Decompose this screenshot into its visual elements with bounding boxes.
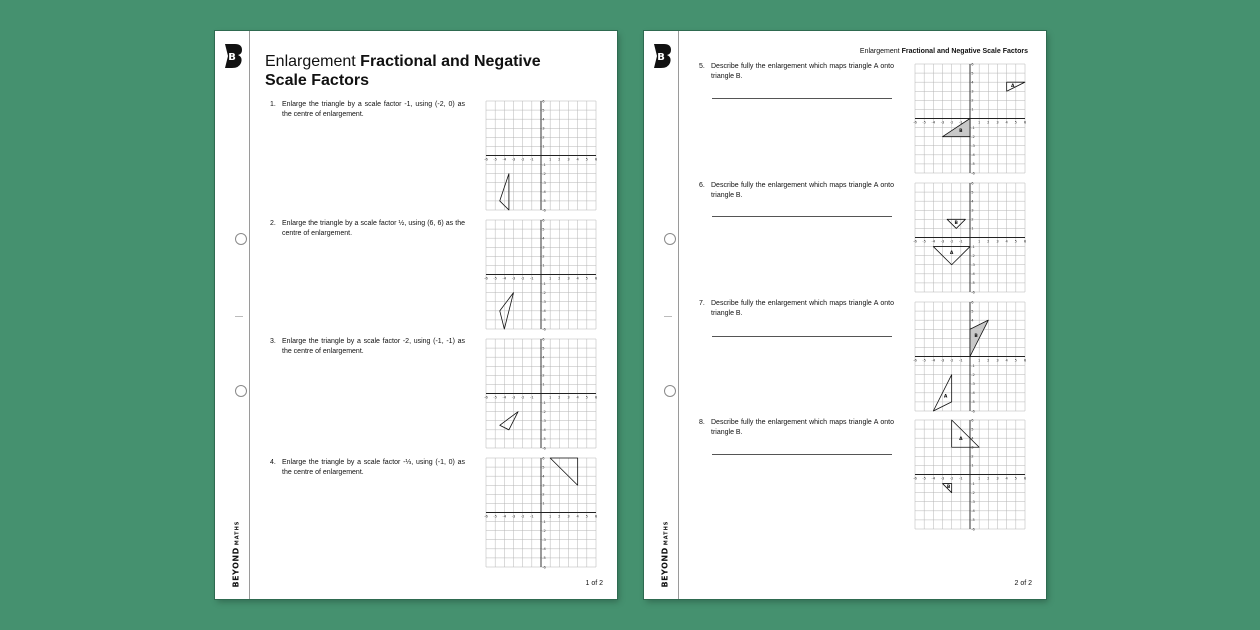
y-tick-label: -5 [542, 318, 546, 323]
y-tick-label: -6 [971, 409, 975, 414]
y-tick-label: -3 [971, 263, 975, 268]
triangle-label: A [1011, 83, 1015, 89]
question-7: 7. Describe fully the enlargement which maps triangle A onto triangle B. [699, 300, 894, 317]
x-tick-label: -4 [502, 157, 507, 162]
x-tick-label: 2 [987, 120, 990, 125]
y-tick-label: 1 [971, 463, 974, 468]
x-tick-label: 5 [1014, 239, 1017, 244]
x-tick-label: -3 [511, 395, 516, 400]
y-tick-label: 4 [971, 436, 974, 441]
x-tick-label: 5 [1014, 476, 1017, 481]
x-tick-label: 4 [576, 514, 579, 519]
x-tick-label: -5 [493, 276, 497, 281]
x-tick-label: -5 [922, 239, 926, 244]
svg-text:B: B [228, 52, 236, 63]
y-tick-label: -1 [542, 400, 546, 405]
x-tick-label: 5 [585, 514, 588, 519]
y-tick-label: -3 [971, 500, 975, 505]
x-tick-label: -4 [931, 120, 936, 125]
svg-text:B: B [657, 52, 665, 63]
y-tick-label: 5 [971, 71, 974, 76]
brand-wordmark: BEYONDMATHS [660, 520, 670, 588]
y-tick-label: 5 [542, 108, 545, 113]
y-tick-label: -2 [971, 134, 975, 139]
y-tick-label: -4 [971, 153, 975, 158]
y-tick-label: -1 [971, 363, 975, 368]
x-tick-label: -3 [511, 157, 516, 162]
y-tick-label: 4 [542, 117, 545, 122]
y-tick-label: 2 [542, 492, 545, 497]
y-tick-label: -6 [542, 208, 546, 213]
y-tick-label: 4 [542, 236, 545, 241]
x-tick-label: 2 [558, 395, 561, 400]
page-title: Enlargement Fractional and Negative Scale Factors [265, 53, 541, 89]
x-tick-label: -2 [949, 476, 954, 481]
x-tick-label: -4 [931, 358, 936, 363]
x-tick-label: 2 [987, 239, 990, 244]
x-tick-label: -2 [520, 157, 525, 162]
y-tick-label: 6 [542, 99, 545, 104]
y-tick-label: -5 [971, 162, 975, 167]
y-tick-label: 6 [542, 337, 545, 342]
y-tick-label: -1 [542, 519, 546, 524]
y-tick-label: 6 [542, 218, 545, 223]
y-tick-label: 6 [971, 181, 974, 186]
y-tick-label: -1 [971, 125, 975, 130]
x-tick-label: -1 [530, 395, 534, 400]
x-tick-label: 3 [996, 476, 999, 481]
y-tick-label: 3 [542, 126, 545, 131]
binder-mark [664, 316, 672, 317]
page-header: Enlargement Fractional and Negative Scale Factors [859, 48, 1028, 55]
answer-line[interactable] [712, 216, 892, 217]
y-tick-label: -6 [542, 446, 546, 451]
y-tick-label: -3 [542, 181, 546, 186]
x-tick-label: 3 [996, 358, 999, 363]
x-tick-label: 1 [978, 476, 981, 481]
y-tick-label: 1 [542, 144, 545, 149]
y-tick-label: -6 [971, 171, 975, 176]
x-tick-label: -2 [520, 395, 525, 400]
x-tick-label: 6 [1023, 476, 1027, 481]
x-tick-label: -3 [940, 120, 945, 125]
x-tick-label: 3 [567, 276, 570, 281]
beyond-logo-icon [223, 43, 243, 69]
y-tick-label: -3 [542, 300, 546, 305]
y-tick-label: -1 [542, 281, 546, 286]
binder-hole [235, 385, 247, 397]
y-tick-label: -4 [542, 309, 546, 314]
binder-hole [235, 233, 247, 245]
x-tick-label: -5 [922, 120, 926, 125]
triangle-label: A [949, 251, 954, 257]
y-tick-label: -5 [542, 199, 546, 204]
y-tick-label: -2 [971, 490, 975, 495]
y-tick-label: 3 [542, 483, 545, 488]
y-tick-label: 2 [542, 373, 545, 378]
x-tick-label: 4 [1005, 476, 1008, 481]
x-tick-label: -3 [511, 276, 516, 281]
page-number: 1 of 2 [585, 580, 603, 587]
y-tick-label: 3 [971, 445, 974, 450]
y-tick-label: -3 [971, 144, 975, 149]
coordinate-grid-q5 [914, 63, 1026, 174]
question-8: 8. Describe fully the enlargement which maps triangle A onto triangle B. [699, 419, 894, 436]
binder-hole [664, 233, 676, 245]
x-tick-label: -5 [493, 395, 497, 400]
worksheet-page-2 [644, 31, 1046, 599]
x-tick-label: -2 [520, 276, 525, 281]
triangle-label: A [959, 436, 963, 442]
y-tick-label: 1 [542, 382, 545, 387]
y-tick-label: -3 [542, 419, 546, 424]
x-tick-label: 5 [1014, 358, 1017, 363]
worksheet-page-1 [215, 31, 617, 599]
x-tick-label: 2 [558, 514, 561, 519]
x-tick-label: 3 [567, 395, 570, 400]
x-tick-label: 4 [576, 395, 579, 400]
x-tick-label: 4 [1005, 358, 1008, 363]
y-tick-label: -6 [542, 327, 546, 332]
x-tick-label: 3 [567, 514, 570, 519]
question-1: 1. Enlarge the triangle by a scale factor -1, using (-2, 0) as the centre of enlargement. [270, 101, 465, 118]
x-tick-label: -4 [502, 276, 507, 281]
y-tick-label: -1 [542, 162, 546, 167]
triangle-label: B [946, 485, 951, 491]
y-tick-label: -4 [971, 272, 975, 277]
x-tick-label: -1 [959, 358, 963, 363]
y-tick-label: 4 [971, 80, 974, 85]
y-tick-label: 2 [971, 454, 974, 459]
triangle-label: B [959, 129, 963, 135]
x-tick-label: -5 [493, 514, 497, 519]
x-tick-label: 3 [567, 157, 570, 162]
x-tick-label: 2 [558, 276, 561, 281]
x-tick-label: 5 [585, 395, 588, 400]
answer-line[interactable] [712, 336, 892, 337]
x-tick-label: -5 [922, 358, 926, 363]
y-tick-label: -5 [971, 518, 975, 523]
y-tick-label: -4 [542, 428, 546, 433]
y-tick-label: -6 [971, 527, 975, 532]
y-tick-label: -5 [971, 281, 975, 286]
x-tick-label: -6 [484, 157, 488, 162]
y-tick-label: -5 [542, 556, 546, 561]
triangle-label: B [954, 220, 958, 226]
x-tick-label: -5 [922, 476, 926, 481]
y-tick-label: 5 [971, 427, 974, 432]
question-5: 5. Describe fully the enlargement which maps triangle A onto triangle B. [699, 63, 894, 80]
y-tick-label: -4 [542, 190, 546, 195]
y-tick-label: 2 [542, 135, 545, 140]
x-tick-label: 4 [576, 157, 579, 162]
y-tick-label: 1 [542, 501, 545, 506]
question-2: 2. Enlarge the triangle by a scale factor ½, using (6, 6) as the centre of enlargement. [270, 220, 465, 237]
y-tick-label: 6 [971, 300, 974, 305]
coordinate-grid-q8 [914, 419, 1026, 530]
y-tick-label: 5 [542, 465, 545, 470]
triangle-label: A [943, 394, 948, 400]
x-tick-label: 6 [594, 514, 598, 519]
x-tick-label: -4 [931, 239, 936, 244]
x-tick-label: -6 [913, 476, 917, 481]
x-tick-label: -1 [959, 120, 963, 125]
y-tick-label: -2 [971, 372, 975, 377]
x-tick-label: 1 [549, 514, 552, 519]
x-tick-label: -4 [931, 476, 936, 481]
x-tick-label: -3 [511, 514, 516, 519]
y-tick-label: 5 [971, 190, 974, 195]
x-tick-label: 6 [594, 395, 598, 400]
y-tick-label: 1 [971, 226, 974, 231]
triangle-shape [550, 458, 578, 485]
y-tick-label: 6 [542, 456, 545, 461]
y-tick-label: -5 [542, 437, 546, 442]
x-tick-label: 5 [585, 157, 588, 162]
x-tick-label: -2 [949, 120, 954, 125]
y-tick-label: 4 [971, 199, 974, 204]
y-tick-label: 2 [971, 217, 974, 222]
x-tick-label: 1 [978, 239, 981, 244]
x-tick-label: -3 [940, 239, 945, 244]
x-tick-label: 6 [594, 157, 598, 162]
page-spine [215, 31, 250, 599]
brand-wordmark: BEYONDMATHS [231, 520, 241, 588]
x-tick-label: 4 [1005, 120, 1008, 125]
y-tick-label: 3 [542, 364, 545, 369]
x-tick-label: -6 [913, 239, 917, 244]
x-tick-label: -5 [493, 157, 497, 162]
x-tick-label: 2 [558, 157, 561, 162]
y-tick-label: -3 [971, 382, 975, 387]
y-tick-label: -3 [542, 538, 546, 543]
x-tick-label: -1 [530, 157, 534, 162]
answer-line[interactable] [712, 454, 892, 455]
x-tick-label: 1 [978, 120, 981, 125]
triangle-label: B [974, 333, 978, 339]
x-tick-label: 2 [987, 358, 990, 363]
x-tick-label: 2 [987, 476, 990, 481]
x-tick-label: 6 [594, 276, 598, 281]
y-tick-label: 1 [542, 263, 545, 268]
x-tick-label: -6 [913, 120, 917, 125]
x-tick-label: 6 [1023, 239, 1027, 244]
coordinate-grid-q4 [485, 457, 597, 568]
y-tick-label: -2 [542, 528, 546, 533]
coordinate-grid-q6 [914, 182, 1026, 293]
x-tick-label: 5 [585, 276, 588, 281]
y-tick-label: -4 [971, 509, 975, 514]
x-tick-label: -3 [940, 358, 945, 363]
y-tick-label: -5 [971, 400, 975, 405]
y-tick-label: -2 [542, 171, 546, 176]
question-6: 6. Describe fully the enlargement which maps triangle A onto triangle B. [699, 182, 894, 199]
y-tick-label: -6 [542, 565, 546, 570]
x-tick-label: -4 [502, 514, 507, 519]
y-tick-label: -2 [542, 409, 546, 414]
y-tick-label: 2 [971, 98, 974, 103]
x-tick-label: 1 [549, 276, 552, 281]
y-tick-label: 3 [542, 245, 545, 250]
x-tick-label: 4 [1005, 239, 1008, 244]
x-tick-label: 6 [1023, 120, 1027, 125]
y-tick-label: 5 [971, 309, 974, 314]
answer-line[interactable] [712, 98, 892, 99]
x-tick-label: -1 [959, 239, 963, 244]
y-tick-label: 5 [542, 227, 545, 232]
x-tick-label: -6 [484, 276, 488, 281]
y-tick-label: 1 [971, 107, 974, 112]
question-4: 4. Enlarge the triangle by a scale factor -⅓, using (-1, 0) as the centre of enlargement. [270, 459, 465, 476]
x-tick-label: 4 [576, 276, 579, 281]
y-tick-label: 4 [542, 355, 545, 360]
coordinate-grid-q7 [914, 301, 1026, 412]
x-tick-label: 1 [549, 157, 552, 162]
x-tick-label: -6 [484, 514, 488, 519]
y-tick-label: -2 [542, 290, 546, 295]
x-tick-label: -1 [530, 514, 534, 519]
coordinate-grid-q3 [485, 338, 597, 449]
page-number: 2 of 2 [1014, 580, 1032, 587]
x-tick-label: -3 [940, 476, 945, 481]
x-tick-label: -2 [949, 358, 954, 363]
y-tick-label: 6 [971, 62, 974, 67]
x-tick-label: -2 [520, 514, 525, 519]
y-tick-label: 5 [542, 346, 545, 351]
coordinate-grid-q1 [485, 100, 597, 211]
y-tick-label: -1 [971, 481, 975, 486]
triangle-shape [952, 420, 980, 447]
x-tick-label: 6 [1023, 358, 1027, 363]
binder-hole [664, 385, 676, 397]
page-spine [644, 31, 679, 599]
y-tick-label: -4 [971, 391, 975, 396]
x-tick-label: 5 [1014, 120, 1017, 125]
x-tick-label: 3 [996, 120, 999, 125]
y-tick-label: 4 [542, 474, 545, 479]
y-tick-label: 4 [971, 318, 974, 323]
y-tick-label: 3 [971, 208, 974, 213]
beyond-logo-icon [652, 43, 672, 69]
y-tick-label: -6 [971, 290, 975, 295]
x-tick-label: -6 [484, 395, 488, 400]
x-tick-label: -6 [913, 358, 917, 363]
y-tick-label: 2 [542, 254, 545, 259]
x-tick-label: 1 [549, 395, 552, 400]
y-tick-label: -4 [542, 547, 546, 552]
x-tick-label: -1 [959, 476, 963, 481]
y-tick-label: 6 [971, 418, 974, 423]
coordinate-grid-q2 [485, 219, 597, 330]
x-tick-label: -4 [502, 395, 507, 400]
binder-mark [235, 316, 243, 317]
y-tick-label: 3 [971, 89, 974, 94]
x-tick-label: -1 [530, 276, 534, 281]
question-3: 3. Enlarge the triangle by a scale factor -2, using (-1, -1) as the centre of enlargement. [270, 338, 465, 355]
y-tick-label: -2 [971, 253, 975, 258]
x-tick-label: 3 [996, 239, 999, 244]
x-tick-label: -2 [949, 239, 954, 244]
y-tick-label: -1 [971, 244, 975, 249]
x-tick-label: 1 [978, 358, 981, 363]
